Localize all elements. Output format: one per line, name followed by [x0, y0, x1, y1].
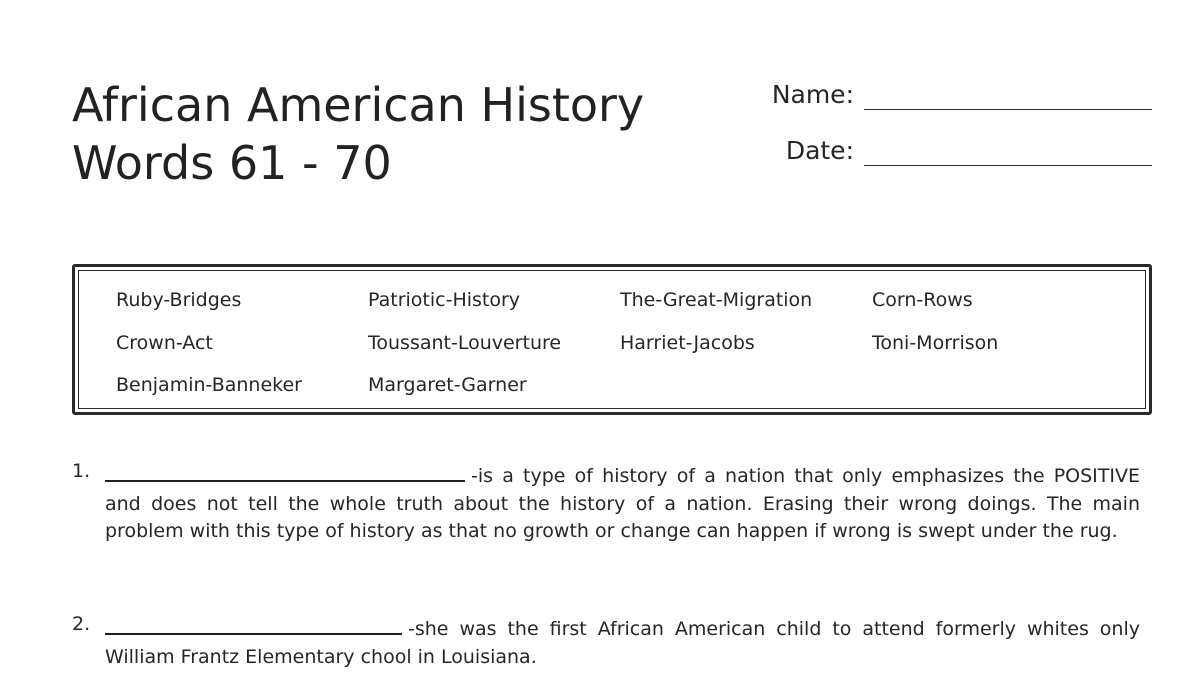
question-text: -is a type of history of a nation that only emphasizes the POSITIVE and does not tell the whole truth about the history of a nation. Erasing their wrong doings. The main problem with this type of history as that no growth or change can happen if wrong is swept under the rug.: [105, 465, 1140, 542]
question-1: [72, 458, 1140, 546]
word-bank-item: Toussant-Louverture: [368, 331, 562, 354]
answer-blank[interactable]: [105, 458, 465, 482]
word-bank-item: Crown-Act: [116, 331, 213, 354]
title-line-2: Words 61 - 70: [72, 136, 392, 190]
answer-blank[interactable]: [105, 611, 402, 635]
question-number: 2.: [72, 613, 91, 635]
question-body: [105, 458, 1140, 546]
word-bank-item: Ruby-Bridges: [116, 289, 242, 311]
question-body: [105, 611, 1140, 671]
date-field: [760, 136, 1152, 166]
word-bank-item: Harriet-Jacobs: [620, 331, 755, 354]
name-label: Name:: [771, 80, 854, 109]
question-text: -she was the first African American child to attend formerly whites only William Frantz Elementary chool in Louisiana.: [105, 618, 1140, 668]
word-bank-box: [72, 264, 1152, 415]
word-bank-item: Benjamin-Banneker: [116, 374, 302, 396]
word-bank-item: Toni-Morrison: [872, 331, 999, 354]
name-line[interactable]: [864, 80, 1152, 110]
word-bank-grid: [116, 286, 1072, 414]
worksheet-title: [72, 76, 644, 192]
word-bank-item: Margaret-Garner: [368, 374, 527, 396]
question-2: [72, 611, 1140, 671]
word-bank-item: Patriotic-History: [368, 289, 521, 311]
title-line-1: African American History: [72, 78, 645, 132]
date-line[interactable]: [864, 136, 1152, 166]
date-label: Date:: [785, 136, 854, 165]
question-number: 1.: [72, 460, 91, 482]
word-bank-item: The-Great-Migration: [620, 289, 813, 311]
name-field: [760, 80, 1152, 110]
word-bank-item: Corn-Rows: [872, 289, 973, 311]
